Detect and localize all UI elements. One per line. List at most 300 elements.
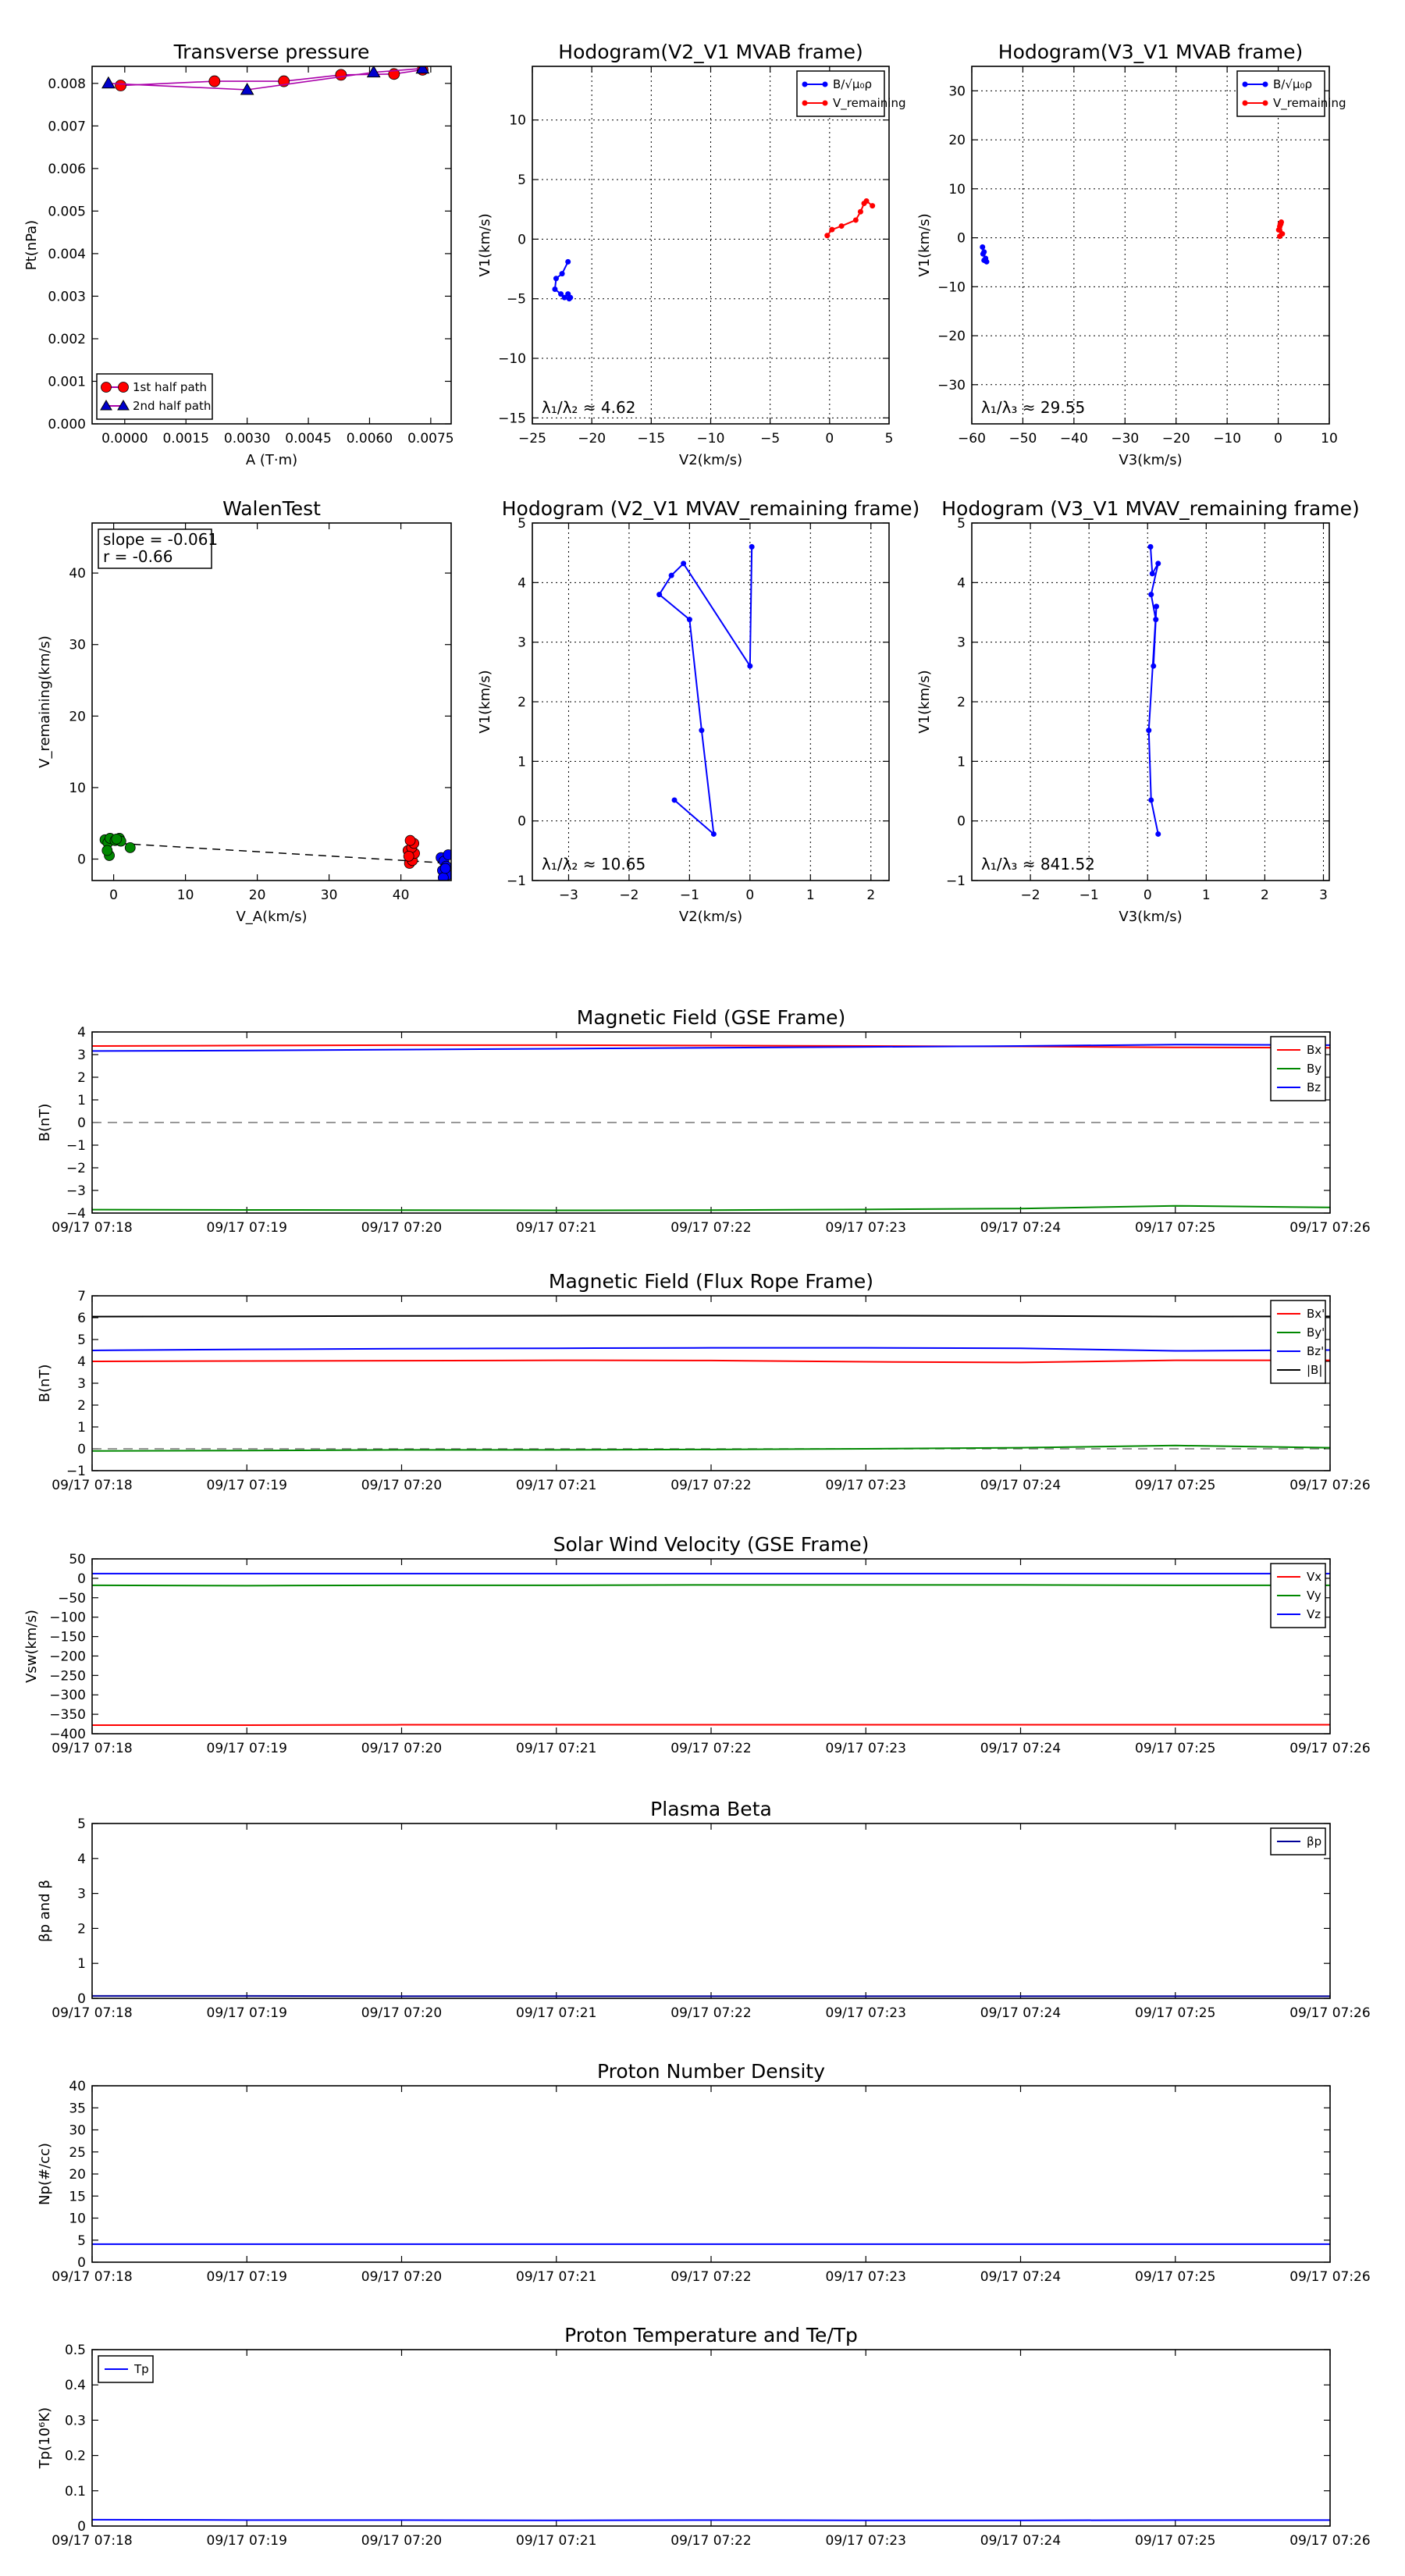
data-point xyxy=(858,209,863,215)
y-tick-label: 0 xyxy=(518,813,526,830)
x-tick-label: 09/17 07:24 xyxy=(980,2269,1062,2285)
chart-title: Proton Temperature and Te/Tp xyxy=(564,2324,858,2347)
chart-vel xyxy=(23,1533,1371,1756)
legend-marker xyxy=(823,82,828,87)
y-tick-label: 0.5 xyxy=(64,2343,86,2358)
legend xyxy=(1271,1564,1325,1628)
chart-title: Hodogram (V3_V1 MVAV_remaining frame) xyxy=(941,497,1360,520)
eigen-ratio-label: λ₁/λ₃ ≈ 841.52 xyxy=(981,855,1095,873)
legend-label: Bz' xyxy=(1307,1344,1325,1358)
x-tick-label: 09/17 07:19 xyxy=(206,1741,287,1756)
x-tick-label: −15 xyxy=(637,431,666,447)
y-tick-label: −150 xyxy=(49,1629,86,1646)
legend-marker xyxy=(1263,82,1268,87)
y-tick-label: 0 xyxy=(957,230,966,247)
x-tick-label: 09/17 07:24 xyxy=(980,2005,1062,2021)
x-tick-label: 09/17 07:22 xyxy=(670,2533,752,2549)
chart-title: Magnetic Field (GSE Frame) xyxy=(576,1006,846,1029)
data-point xyxy=(112,834,122,844)
data-point xyxy=(102,845,112,856)
plot-area xyxy=(552,198,875,301)
legend-label: Vx xyxy=(1307,1570,1322,1584)
x-tick-label: 0 xyxy=(825,431,834,447)
x-tick-label: 09/17 07:21 xyxy=(516,2269,597,2285)
legend xyxy=(1271,1037,1325,1101)
data-point xyxy=(669,573,674,578)
x-tick-label: 20 xyxy=(248,888,266,903)
y-tick-label: 0.2 xyxy=(64,2448,86,2464)
eigen-ratio-label: λ₁/λ₂ ≈ 10.65 xyxy=(542,855,646,873)
data-point xyxy=(443,850,454,860)
y-tick-label: −30 xyxy=(937,377,966,393)
y-tick-label: 0 xyxy=(77,1442,86,1457)
y-tick-label: 6 xyxy=(77,1311,86,1326)
x-tick-label: 3 xyxy=(1319,888,1328,903)
x-tick-label: 10 xyxy=(1321,431,1338,447)
chart-h1 xyxy=(477,41,906,468)
legend-label: B/√μ₀ρ xyxy=(1273,77,1312,91)
x-tick-label: 5 xyxy=(884,431,894,447)
legend-label: |B| xyxy=(1307,1363,1323,1377)
plot-area xyxy=(92,1044,1330,1210)
y-tick-label: −2 xyxy=(66,1161,86,1176)
stats-line: r = -0.66 xyxy=(103,547,173,566)
data-point xyxy=(116,80,126,91)
data-point xyxy=(983,258,988,263)
x-tick-label: 09/17 07:22 xyxy=(670,2005,752,2021)
chart-h4 xyxy=(916,497,1360,925)
x-tick-label: 0.0075 xyxy=(407,431,454,447)
x-tick-label: −30 xyxy=(1111,431,1140,447)
legend-marker xyxy=(802,82,808,87)
stats-line: slope = -0.061 xyxy=(103,530,219,549)
data-point xyxy=(336,69,347,80)
x-tick-label: 09/17 07:22 xyxy=(670,1741,752,1756)
x-tick-label: −60 xyxy=(958,431,986,447)
y-tick-label: 4 xyxy=(77,1851,86,1867)
legend-label: 1st half path xyxy=(133,380,208,394)
chart-title: Magnetic Field (Flux Rope Frame) xyxy=(548,1270,874,1293)
y-tick-label: 2 xyxy=(77,1921,86,1937)
x-tick-label: 0.0045 xyxy=(285,431,332,447)
legend-label: 2nd half path xyxy=(133,399,212,413)
data-point xyxy=(553,276,559,281)
axes-frame xyxy=(92,1823,1330,1998)
y-tick-label: 0 xyxy=(77,1115,86,1131)
y-tick-label: 10 xyxy=(948,181,966,197)
x-tick-label: 09/17 07:26 xyxy=(1289,1741,1371,1756)
legend-marker xyxy=(1243,82,1248,87)
y-tick-label: −1 xyxy=(945,873,966,889)
legend-marker xyxy=(802,101,808,106)
legend xyxy=(1271,1300,1325,1383)
plot-area xyxy=(92,1574,1330,1725)
y-tick-label: −20 xyxy=(937,329,966,345)
chart-mag_gse xyxy=(37,1006,1371,1236)
y-tick-label: 0 xyxy=(518,232,526,248)
y-tick-label: −350 xyxy=(49,1707,86,1724)
data-point xyxy=(711,831,717,837)
y-tick-label: 0.002 xyxy=(48,331,86,347)
x-tick-label: 0.0060 xyxy=(346,431,393,447)
legend-label: V_remaining xyxy=(833,96,906,110)
y-tick-label: 0.004 xyxy=(48,246,86,262)
y-tick-label: 5 xyxy=(77,1332,86,1348)
y-axis-label: V1(km/s) xyxy=(477,670,493,734)
x-axis-label: A (T·m) xyxy=(245,452,298,468)
y-tick-label: 4 xyxy=(518,575,526,592)
y-tick-label: 10 xyxy=(509,112,526,129)
data-point xyxy=(824,233,830,238)
data-point xyxy=(1279,231,1285,237)
y-tick-label: 0.007 xyxy=(48,119,86,135)
x-axis-label: V2(km/s) xyxy=(678,452,743,468)
eigen-ratio-label: λ₁/λ₂ ≈ 4.62 xyxy=(542,398,636,417)
x-tick-label: 2 xyxy=(866,888,876,903)
data-point xyxy=(438,873,448,883)
y-tick-label: 30 xyxy=(69,637,86,653)
legend-label: Vy xyxy=(1307,1589,1321,1603)
x-tick-label: 09/17 07:20 xyxy=(361,2533,443,2549)
series-line-0 xyxy=(660,547,752,834)
x-tick-label: 09/17 07:23 xyxy=(825,2005,906,2021)
data-point xyxy=(1278,222,1283,227)
y-tick-label: −50 xyxy=(58,1590,86,1606)
data-point xyxy=(1155,831,1161,837)
y-tick-label: 10 xyxy=(69,780,86,796)
y-tick-label: 3 xyxy=(957,635,966,651)
x-axis-label: V_A(km/s) xyxy=(236,909,308,925)
x-tick-label: −40 xyxy=(1059,431,1088,447)
y-axis-label: Np(#/cc) xyxy=(37,2143,53,2205)
y-axis-label: Vsw(km/s) xyxy=(23,1610,40,1683)
y-tick-label: 0 xyxy=(77,2519,86,2535)
y-tick-label: 5 xyxy=(518,516,526,532)
y-tick-label: 0.003 xyxy=(48,289,86,305)
y-tick-label: 5 xyxy=(77,1816,86,1832)
series-line-2 xyxy=(92,1348,1330,1351)
legend xyxy=(1271,1828,1325,1855)
y-tick-label: 2 xyxy=(518,695,526,710)
data-point xyxy=(747,664,752,669)
y-tick-label: 1 xyxy=(957,754,966,770)
x-tick-label: 09/17 07:25 xyxy=(1135,1220,1216,1236)
chart-mag_fr xyxy=(37,1270,1371,1493)
y-axis-label: Pt(nPa) xyxy=(23,219,40,271)
y-tick-label: −1 xyxy=(506,873,526,889)
data-point xyxy=(567,295,573,301)
data-point xyxy=(1148,797,1154,802)
legend-label: Tp xyxy=(134,2362,149,2376)
x-tick-label: −1 xyxy=(679,888,699,903)
x-tick-label: 1 xyxy=(806,888,815,903)
x-tick-label: 09/17 07:21 xyxy=(516,1478,597,1493)
data-point xyxy=(1155,560,1161,566)
legend-label: Bz xyxy=(1307,1080,1321,1094)
data-point xyxy=(853,217,859,222)
y-tick-label: 3 xyxy=(77,1886,86,1902)
y-axis-label: B(nT) xyxy=(37,1103,53,1142)
chart-title: Plasma Beta xyxy=(650,1798,772,1820)
y-tick-label: 1 xyxy=(518,754,526,770)
x-tick-label: −5 xyxy=(760,431,781,447)
x-tick-label: 09/17 07:25 xyxy=(1135,1478,1216,1493)
fit-line xyxy=(106,842,451,863)
y-tick-label: 2 xyxy=(957,695,966,710)
chart-title: Proton Number Density xyxy=(597,2060,825,2083)
data-point xyxy=(125,842,135,852)
y-tick-label: 0.000 xyxy=(48,417,86,432)
data-point xyxy=(1150,571,1155,576)
x-tick-label: 09/17 07:25 xyxy=(1135,2005,1216,2021)
y-tick-label: 1 xyxy=(77,1420,86,1436)
data-point xyxy=(749,544,755,550)
x-tick-label: 09/17 07:18 xyxy=(52,2269,133,2285)
y-tick-label: −15 xyxy=(498,411,526,427)
chart-tp2 xyxy=(37,2324,1371,2549)
axes-frame xyxy=(972,66,1329,424)
y-tick-label: 0 xyxy=(77,1991,86,2007)
y-axis-label: βp and β xyxy=(37,1880,53,1942)
x-tick-label: 09/17 07:20 xyxy=(361,1220,443,1236)
data-point xyxy=(405,835,415,845)
x-tick-label: 09/17 07:23 xyxy=(825,1220,906,1236)
y-tick-label: 0 xyxy=(77,2255,86,2271)
y-tick-label: 10 xyxy=(69,2211,86,2227)
x-axis-label: V3(km/s) xyxy=(1119,909,1183,925)
y-tick-label: 5 xyxy=(957,516,966,532)
x-tick-label: −10 xyxy=(1213,431,1242,447)
plot-area xyxy=(100,833,454,882)
axes-frame xyxy=(92,523,451,881)
x-tick-label: −20 xyxy=(578,431,606,447)
y-tick-label: −10 xyxy=(937,279,966,296)
y-tick-label: 0 xyxy=(77,1571,86,1587)
x-tick-label: 30 xyxy=(320,888,338,903)
y-axis-label: V1(km/s) xyxy=(916,670,933,734)
data-point xyxy=(864,198,870,204)
x-tick-label: 10 xyxy=(176,888,194,903)
x-tick-label: 09/17 07:21 xyxy=(516,1220,597,1236)
y-tick-label: 35 xyxy=(69,2101,86,2117)
x-tick-label: 09/17 07:26 xyxy=(1289,2533,1371,2549)
x-axis-label: V2(km/s) xyxy=(678,909,743,925)
x-tick-label: −2 xyxy=(619,888,639,903)
y-tick-label: 20 xyxy=(948,133,966,149)
y-tick-label: 0 xyxy=(957,813,966,830)
x-tick-label: 09/17 07:21 xyxy=(516,2005,597,2021)
chart-title: Solar Wind Velocity (GSE Frame) xyxy=(553,1533,870,1556)
x-tick-label: −3 xyxy=(558,888,579,903)
y-tick-label: 25 xyxy=(69,2144,86,2161)
x-tick-label: −25 xyxy=(518,431,546,447)
plot-area xyxy=(92,2520,1330,2521)
y-tick-label: 5 xyxy=(518,173,526,189)
chart-np xyxy=(37,2060,1371,2285)
data-point xyxy=(1153,617,1158,622)
y-tick-label: −1 xyxy=(66,1138,86,1154)
data-point xyxy=(209,76,220,87)
y-tick-label: 1 xyxy=(77,1093,86,1108)
x-tick-label: 09/17 07:19 xyxy=(206,1478,287,1493)
data-point xyxy=(565,259,571,265)
data-point xyxy=(1148,544,1154,550)
x-tick-label: 09/17 07:20 xyxy=(361,2005,443,2021)
x-tick-label: 09/17 07:24 xyxy=(980,1741,1062,1756)
chart-walen xyxy=(37,497,454,925)
x-tick-label: 1 xyxy=(1201,888,1211,903)
data-point xyxy=(1146,728,1151,733)
axes-frame xyxy=(92,1296,1330,1471)
x-tick-label: 0.0030 xyxy=(223,431,271,447)
legend-marker xyxy=(1263,101,1268,106)
y-axis-label: V1(km/s) xyxy=(916,213,933,277)
chart-h3 xyxy=(477,497,919,925)
x-tick-label: 09/17 07:25 xyxy=(1135,2533,1216,2549)
y-tick-label: 0.1 xyxy=(64,2483,86,2500)
data-point xyxy=(681,560,686,566)
data-point xyxy=(1154,603,1159,609)
y-axis-label: B(nT) xyxy=(37,1364,53,1403)
x-tick-label: 09/17 07:19 xyxy=(206,1220,287,1236)
y-axis-label: V_remaining(km/s) xyxy=(37,635,53,768)
x-tick-label: 40 xyxy=(392,888,410,903)
x-tick-label: −2 xyxy=(1020,888,1040,903)
data-point xyxy=(1151,664,1156,669)
plot-area xyxy=(102,62,429,94)
data-point xyxy=(656,592,662,597)
x-tick-label: 0 xyxy=(1274,431,1282,447)
x-tick-label: 09/17 07:24 xyxy=(980,1478,1062,1493)
x-tick-label: 09/17 07:18 xyxy=(52,1478,133,1493)
legend-marker xyxy=(823,101,828,106)
x-tick-label: 09/17 07:18 xyxy=(52,2005,133,2021)
y-tick-label: −5 xyxy=(506,291,526,308)
y-tick-label: 1 xyxy=(77,1956,86,1973)
series-line-0 xyxy=(92,1361,1330,1363)
y-tick-label: 0 xyxy=(77,852,86,868)
x-tick-label: 09/17 07:21 xyxy=(516,1741,597,1756)
legend-label: By' xyxy=(1307,1325,1325,1340)
x-tick-label: 09/17 07:19 xyxy=(206,2533,287,2549)
x-tick-label: 0.0000 xyxy=(101,431,148,447)
y-tick-label: 30 xyxy=(69,2122,86,2139)
data-point xyxy=(699,728,704,733)
x-tick-label: −50 xyxy=(1008,431,1037,447)
y-tick-label: 0.006 xyxy=(48,161,86,177)
y-tick-label: 30 xyxy=(948,84,966,100)
y-tick-label: 0.3 xyxy=(64,2413,86,2429)
y-tick-label: −4 xyxy=(66,1206,86,1222)
y-tick-label: 3 xyxy=(77,1376,86,1392)
x-tick-label: 0.0015 xyxy=(162,431,209,447)
y-tick-label: −1 xyxy=(66,1464,86,1479)
y-tick-label: −3 xyxy=(66,1183,86,1199)
axes-frame xyxy=(92,2086,1330,2262)
x-tick-label: 09/17 07:23 xyxy=(825,2533,906,2549)
plot-area xyxy=(656,544,755,837)
y-tick-label: 0.001 xyxy=(48,374,86,390)
y-tick-label: 5 xyxy=(77,2233,86,2249)
chart-title: Transverse pressure xyxy=(173,41,370,63)
legend-label: V_remaining xyxy=(1273,96,1346,110)
x-tick-label: 0 xyxy=(109,888,119,903)
data-point xyxy=(839,223,845,229)
x-tick-label: 09/17 07:18 xyxy=(52,1220,133,1236)
x-tick-label: 09/17 07:21 xyxy=(516,2533,597,2549)
y-tick-label: 4 xyxy=(77,1025,86,1041)
legend-marker xyxy=(101,382,112,393)
y-tick-label: 3 xyxy=(518,635,526,651)
series-line-0 xyxy=(92,2520,1330,2521)
data-point xyxy=(1148,592,1154,597)
x-tick-label: 09/17 07:25 xyxy=(1135,2269,1216,2285)
x-tick-label: 09/17 07:20 xyxy=(361,1478,443,1493)
legend-label: Bx' xyxy=(1307,1307,1325,1321)
x-tick-label: −1 xyxy=(1079,888,1099,903)
data-point xyxy=(870,203,875,208)
y-tick-label: 20 xyxy=(69,2167,86,2183)
y-tick-label: 40 xyxy=(69,2079,86,2094)
legend xyxy=(98,2356,153,2382)
x-tick-label: 09/17 07:22 xyxy=(670,2269,752,2285)
y-tick-label: 7 xyxy=(77,1289,86,1304)
x-tick-label: 09/17 07:24 xyxy=(980,2533,1062,2549)
plot-area xyxy=(1146,544,1161,837)
data-point xyxy=(687,617,692,622)
chart-title: WalenTest xyxy=(222,497,321,520)
x-tick-label: 09/17 07:18 xyxy=(52,2533,133,2549)
x-tick-label: 09/17 07:22 xyxy=(670,1478,752,1493)
x-tick-label: 09/17 07:26 xyxy=(1289,1478,1371,1493)
x-tick-label: 2 xyxy=(1260,888,1269,903)
y-tick-label: 40 xyxy=(69,566,86,582)
legend-label: B/√μ₀ρ xyxy=(833,77,872,91)
x-tick-label: 09/17 07:19 xyxy=(206,2005,287,2021)
legend xyxy=(97,374,212,419)
data-point xyxy=(980,244,985,250)
y-tick-label: 4 xyxy=(77,1354,86,1370)
plot-area xyxy=(92,1315,1330,1451)
axes-frame xyxy=(92,66,451,424)
x-tick-label: 09/17 07:18 xyxy=(52,1741,133,1756)
x-tick-label: 09/17 07:22 xyxy=(670,1220,752,1236)
chart-title: Hodogram(V3_V1 MVAB frame) xyxy=(998,41,1304,63)
x-tick-label: 09/17 07:23 xyxy=(825,1478,906,1493)
y-tick-label: 15 xyxy=(69,2189,86,2205)
x-tick-label: 09/17 07:26 xyxy=(1289,2005,1371,2021)
y-tick-label: 2 xyxy=(77,1070,86,1086)
y-tick-label: −200 xyxy=(49,1649,86,1665)
x-tick-label: −20 xyxy=(1161,431,1190,447)
x-tick-label: 09/17 07:20 xyxy=(361,1741,443,1756)
data-point xyxy=(672,797,678,802)
legend-label: Vz xyxy=(1307,1607,1321,1621)
data-point xyxy=(404,851,414,861)
y-tick-label: −10 xyxy=(498,351,526,368)
y-tick-label: 20 xyxy=(69,709,86,725)
x-tick-label: 0 xyxy=(1143,888,1152,903)
axes-frame xyxy=(92,2350,1330,2526)
data-point xyxy=(102,77,115,88)
x-tick-label: 09/17 07:25 xyxy=(1135,1741,1216,1756)
y-axis-label: V1(km/s) xyxy=(477,213,493,277)
chart-tp xyxy=(23,41,454,468)
legend-label: By xyxy=(1307,1062,1322,1076)
y-tick-label: −400 xyxy=(49,1727,86,1742)
chart-title: Hodogram(V2_V1 MVAB frame) xyxy=(558,41,863,63)
data-point xyxy=(560,271,565,276)
